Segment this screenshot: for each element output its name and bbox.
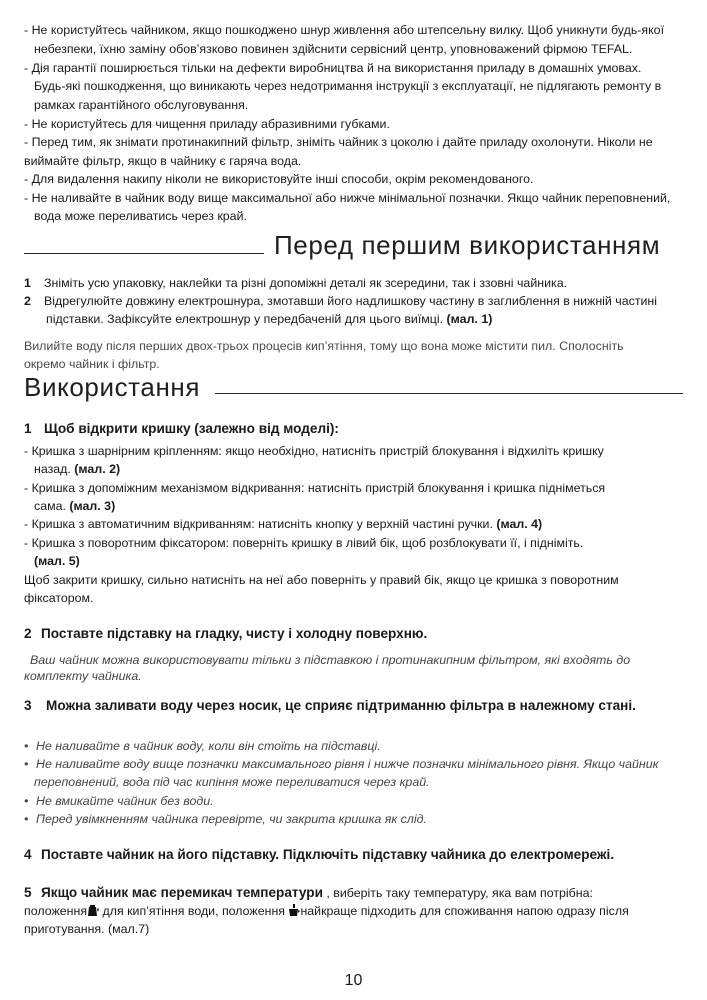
usage-step-5 xyxy=(24,884,593,902)
step-1 xyxy=(24,274,567,292)
usage-heading: Використання xyxy=(24,372,201,402)
step-2-continued xyxy=(46,310,492,328)
safety-line: - Для видалення накипу ніколи не використовуйте інші способи, окрім рекомендованого. xyxy=(24,172,534,186)
bullet-icon: • xyxy=(24,812,29,826)
text: Не вмикайте чайник без води. xyxy=(36,794,214,808)
step-text: Відрегулюйте довжину електрошнура, змотавши його надлишкову частину в заглиблення в нижній частині xyxy=(44,294,658,308)
step-number: 3 xyxy=(24,698,32,713)
bullet-item xyxy=(24,737,381,755)
before-first-use-heading: Перед першим використанням xyxy=(274,230,661,260)
figure-ref: (мал. 1) xyxy=(446,312,493,326)
text: найкраще підходить для споживання напою одразу після xyxy=(300,904,629,918)
bullet-item xyxy=(24,810,427,828)
step-text: підставки. Зафіксуйте електрошнур у передбаченій для цього виїмці. xyxy=(46,312,444,326)
page-number: 10 xyxy=(344,972,363,989)
usage-step-5-line3: приготування. (мал.7) xyxy=(24,922,150,936)
figure-ref: (мал. 3) xyxy=(69,499,116,513)
bullet-icon: • xyxy=(24,794,29,808)
text: положення xyxy=(24,904,88,918)
text: Перед увімкненням чайника перевірте, чи закрита кришка як слід. xyxy=(36,812,427,826)
step-number: 4 xyxy=(24,847,32,862)
step-title: Можна заливати воду через носик, це сприяє підтриманню фільтра в належному стані. xyxy=(46,698,636,713)
safety-line: рамках гарантійного обслуговування. xyxy=(34,98,249,112)
italic-note: комплекту чайника. xyxy=(24,669,142,683)
safety-line: - Не користуйтесь чайником, якщо пошкоджено шнур живлення або штепсельну вилку. Щоб уникнути будь-якої xyxy=(24,23,665,37)
lid-option xyxy=(34,460,120,478)
lid-option xyxy=(34,497,115,515)
text: Не наливайте в чайник воду, коли він стоїть на підставці. xyxy=(36,739,381,753)
note-line: окремо чайник і фільтр. xyxy=(24,357,160,371)
step-number: 5 xyxy=(24,885,32,900)
text: Не наливайте воду вище позначки максимального рівня і нижче позначки мінімального рівня. Якщо чайник xyxy=(36,757,659,771)
step-number: 2 xyxy=(24,294,31,308)
safety-line: - Перед тим, як знімати протинакипний фільтр, зніміть чайник з цоколю і дайте приладу охолонути. Ніколи не xyxy=(24,135,653,149)
safety-line: Будь-які пошкодження, що виникають через недотримання інструкції з експлуатації, не підлягають ремонту в xyxy=(34,79,662,93)
usage-step-4-title xyxy=(24,847,614,862)
step-title: Щоб відкрити кришку (залежно від моделі): xyxy=(44,421,339,436)
step-number: 1 xyxy=(24,421,32,436)
usage-step-2-title xyxy=(24,626,427,641)
step-text: Зніміть усю упаковку, наклейки та різні допоміжні деталі як зсередини, так і ззовні чайника. xyxy=(44,276,568,290)
step-number: 2 xyxy=(24,626,32,641)
bullet-icon: • xyxy=(24,739,29,753)
text: сама. xyxy=(34,499,66,513)
safety-line: - Дія гарантії поширюється тільки на дефекти виробництва й на використання приладу в домашніх умовах. xyxy=(24,61,642,75)
note-line: Вилийте воду після перших двох-трьох процесів кип’ятіння, тому що вона може містити пил. Сполосніть xyxy=(24,339,624,353)
figure-ref: (мал. 2) xyxy=(74,462,121,476)
safety-line: - Не наливайте в чайник воду вище максимальної або нижче мінімальної позначки. Якщо чайник переповнений, xyxy=(24,191,671,205)
bullet-item-continued: переповнений, вода під час кипіння може переливатися через край. xyxy=(34,775,430,789)
safety-line: - Не користуйтесь для чищення приладу абразивними губками. xyxy=(24,117,390,131)
heading-rule xyxy=(24,253,264,254)
bullet-icon: • xyxy=(24,757,29,771)
lid-option: - Кришка з поворотним фіксатором: поверніть кришку в лівий бік, щоб розблокувати її, і підніміть. xyxy=(24,536,584,550)
text: для кип’ятіння води, положення xyxy=(102,904,285,918)
step-number: 1 xyxy=(24,276,31,290)
step-title: Якщо чайник має перемикач температури xyxy=(41,885,323,900)
usage-step-1-title xyxy=(24,421,339,436)
heading-rule xyxy=(215,393,683,394)
step-title: Поставте чайник на його підставку. Підключіть підставку чайника до електромережі. xyxy=(41,847,615,862)
figure-ref: (мал. 4) xyxy=(496,517,543,531)
safety-line: виймайте фільтр, якщо в чайнику є гаряча вода. xyxy=(24,154,302,168)
bullet-item xyxy=(24,792,214,810)
usage-step-3-title xyxy=(24,698,636,713)
step-title: Поставте підставку на гладку, чисту і холодну поверхню. xyxy=(41,626,428,641)
usage-step-5-line2 xyxy=(24,902,629,922)
text: - Кришка з автоматичним відкриванням: натисніть кнопку у верхній частині ручки. xyxy=(24,517,493,531)
italic-note: Ваш чайник можна використовувати тільки з підставкою і протинакипним фільтром, які входять до xyxy=(30,653,631,667)
text: , виберіть таку температуру, яка вам потрібна: xyxy=(326,886,593,900)
bullet-item xyxy=(24,755,658,773)
step-2 xyxy=(24,292,657,310)
lid-option: - Кришка з шарнірним кріпленням: якщо необхідно, натисніть пристрій блокування і відхиліть кришку xyxy=(24,444,604,458)
figure-ref: (мал. 5) xyxy=(34,554,80,568)
close-lid-text: фіксатором. xyxy=(24,591,94,605)
safety-line: небезпеки, їхню заміну обов’язково повинен здійснити сервісний центр, уповноважений фірмою TEFAL. xyxy=(34,42,633,56)
lid-option xyxy=(24,515,542,533)
text: назад. xyxy=(34,462,71,476)
close-lid-text: Щоб закрити кришку, сильно натисніть на неї або поверніть у правий бік, якщо це кришка з поворотним xyxy=(24,573,619,587)
safety-line: вода може переливатись через край. xyxy=(34,209,247,223)
lid-option: - Кришка з допоміжним механізмом відкривання: натисніть пристрій блокування і кришка підніметься xyxy=(24,481,606,495)
cup-temperature-icon xyxy=(288,904,300,922)
